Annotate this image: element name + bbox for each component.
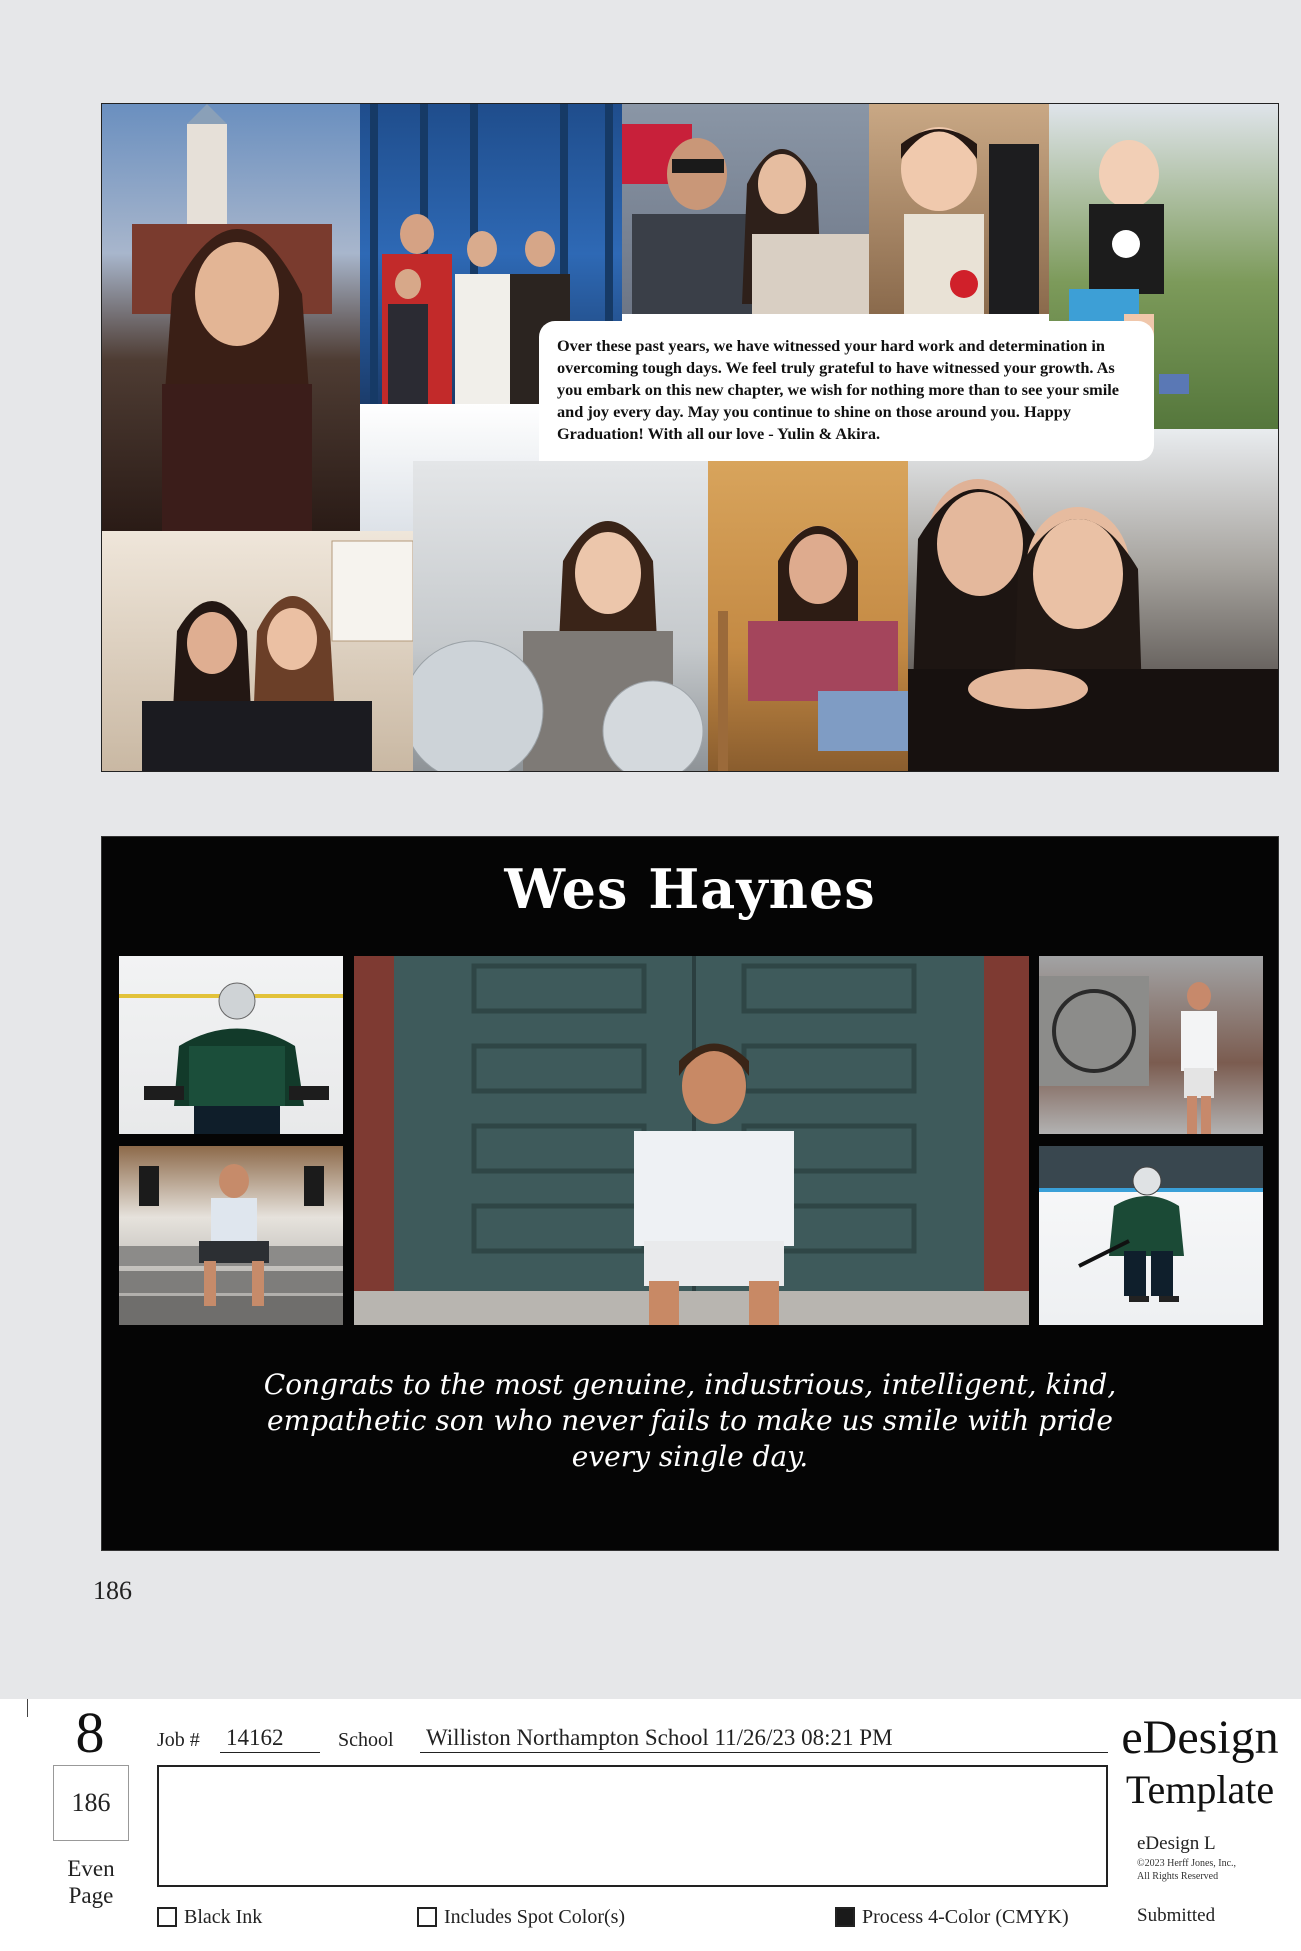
template-footer	[0, 1699, 1301, 1951]
job-number: 14162	[226, 1725, 284, 1750]
brand-template: Template	[1125, 1767, 1275, 1812]
photo-hockey-action	[1039, 1146, 1263, 1325]
ad-message: Congrats to the most genuine, industrious, intelligent, kind, empathetic son who never fails to make us smile with pride every single day.	[263, 1368, 1117, 1473]
black-ink-checkbox[interactable]	[157, 1907, 177, 1927]
copyright	[1137, 1857, 1287, 1883]
process-color-checkbox[interactable]	[835, 1907, 855, 1927]
job-label: Job #	[157, 1729, 200, 1751]
job-underline	[220, 1752, 320, 1753]
black-ink-label: Black Ink	[184, 1906, 263, 1928]
brand-edesign: eDesign	[1121, 1711, 1279, 1764]
photo-dad-daughter-selfie	[622, 104, 869, 314]
school-label: School	[338, 1729, 394, 1751]
photo-campus-portrait	[102, 104, 360, 531]
wes-haynes-ad	[101, 836, 1279, 1551]
photo-girl-gray-coat	[413, 461, 708, 771]
page-number: 186	[93, 1576, 132, 1605]
photo-toddler-plaid	[869, 104, 1049, 314]
parent-ad-collage	[101, 103, 1279, 772]
page-side-label	[45, 1855, 137, 1909]
photo-mother-daughter-home	[102, 531, 413, 771]
process-color-label: Process 4-Color (CMYK)	[862, 1906, 1069, 1928]
parent-message-box: Over these past years, we have witnessed your hard work and determination in overcoming tough days. We feel truly grateful to have witnessed your growth. As you embark on this new chapter, we wish for nothing more than to see your smile and joy every day. May you continue to shine on those around you. Happy Graduation! With all our love - Yulin & Akira.	[539, 321, 1154, 461]
crop-mark	[27, 1699, 28, 1717]
spread-number: 8	[75, 1700, 105, 1765]
school-name: Williston Northampton School 11/26/23 08:21 PM	[426, 1725, 893, 1750]
page-number-box: 186	[53, 1765, 129, 1841]
spot-color-checkbox[interactable]	[417, 1907, 437, 1927]
edesign-version: eDesign L	[1137, 1833, 1216, 1854]
photo-wes-steps	[119, 1146, 343, 1325]
submitted-label: Submitted	[1137, 1905, 1216, 1926]
spot-color-label: Includes Spot Color(s)	[444, 1906, 626, 1928]
even-label: Even	[67, 1856, 115, 1881]
school-underline	[420, 1752, 1108, 1753]
page-label: Page	[68, 1883, 114, 1908]
copyright-line-2: All Rights Reserved	[1137, 1871, 1219, 1882]
photo-two-girls-selfie	[908, 429, 1278, 771]
photo-wes-mural	[1039, 956, 1263, 1134]
notes-field[interactable]	[157, 1765, 1108, 1887]
ad-title: Wes Haynes	[504, 857, 876, 921]
photo-wes-green-doors	[354, 956, 1029, 1325]
photo-girl-painting	[708, 461, 908, 771]
copyright-line-1: ©2023 Herff Jones, Inc.,	[1137, 1858, 1237, 1869]
photo-hockey-portrait	[119, 956, 343, 1134]
